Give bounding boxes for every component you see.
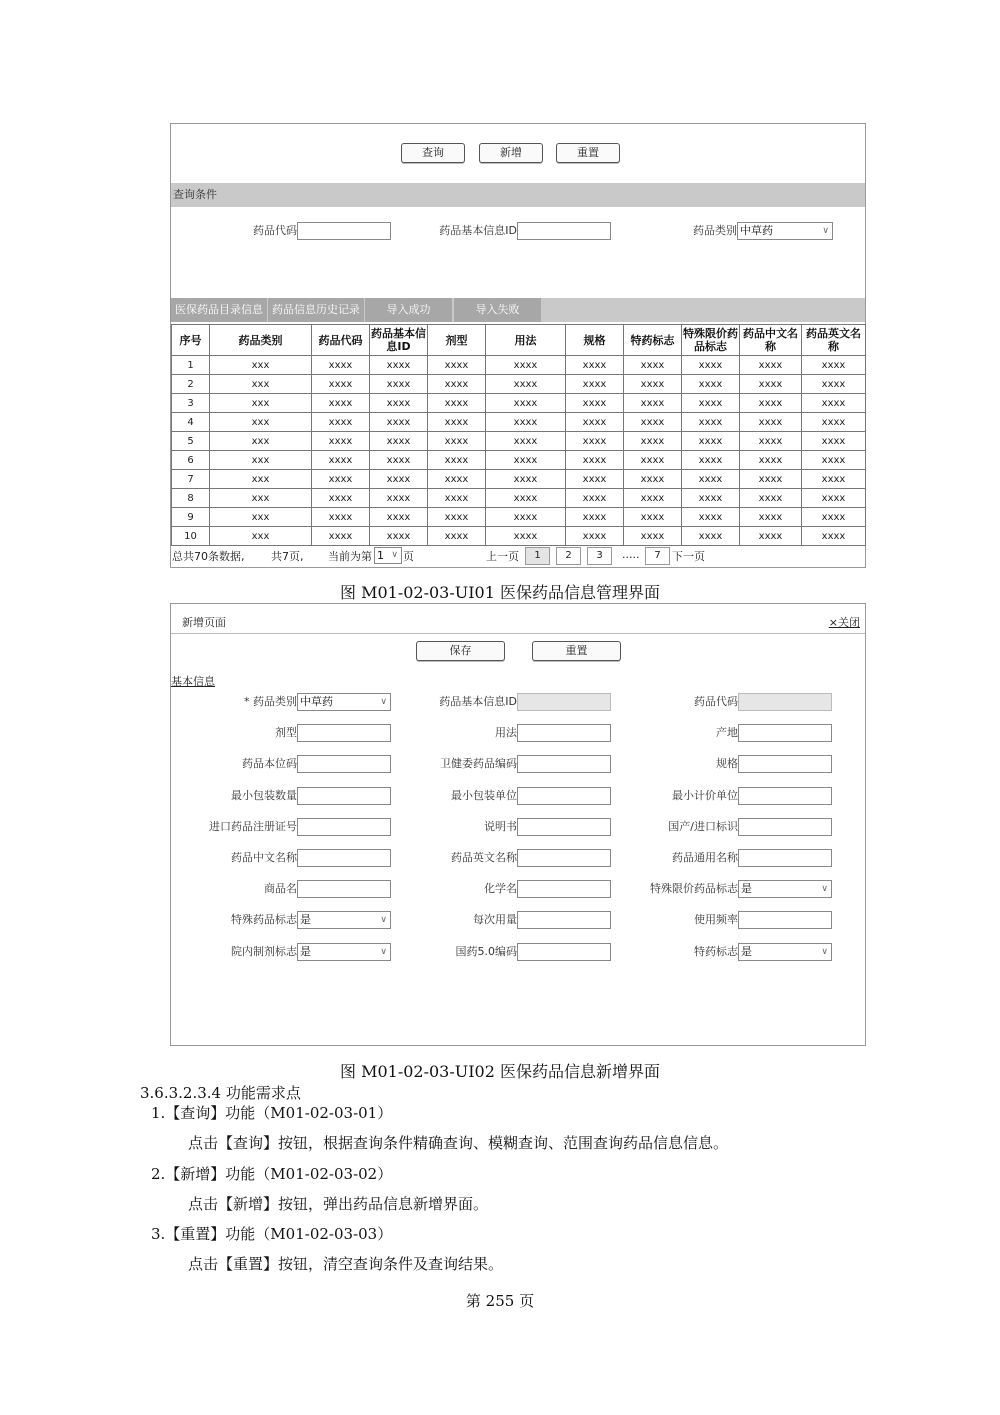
table-cell: xxxx — [682, 356, 740, 375]
table-cell: xxxx — [624, 375, 682, 394]
table-cell: xxxx — [428, 413, 486, 432]
table-cell: xxxx — [740, 470, 802, 489]
table-cell: xxxx — [566, 375, 624, 394]
table-row[interactable] — [172, 470, 866, 489]
field-select-value: 是 — [741, 945, 752, 958]
basic-info-section: 基本信息 — [171, 675, 215, 688]
col-header: 药品中文名称 — [740, 325, 802, 356]
table-cell: xxxx — [370, 375, 428, 394]
table-row[interactable] — [172, 508, 866, 527]
table-cell: xxxx — [566, 470, 624, 489]
field-input[interactable] — [738, 787, 832, 805]
col-header: 特药标志 — [624, 325, 682, 356]
table-cell: xxxx — [566, 527, 624, 546]
chevron-down-icon: ∨ — [821, 884, 828, 894]
field-input[interactable] — [517, 724, 611, 742]
field-select[interactable] — [297, 693, 391, 711]
table-cell: xxxx — [624, 413, 682, 432]
pager-current-prefix: 当前为第 — [328, 550, 372, 563]
table-cell: xxx — [210, 489, 312, 508]
table-cell: 3 — [172, 394, 210, 413]
table-row[interactable] — [172, 432, 866, 451]
table-cell: xxxx — [624, 432, 682, 451]
table-cell: xxxx — [312, 451, 370, 470]
table-cell: xxxx — [486, 508, 566, 527]
table-cell: xxxx — [428, 451, 486, 470]
dialog-reset-button[interactable]: 重置 — [532, 641, 621, 661]
query-button[interactable]: 查询 — [401, 143, 465, 163]
page-select[interactable] — [374, 547, 402, 564]
item-title-reset: 3.【重置】功能（M01-02-03-03） — [151, 1225, 393, 1243]
table-cell: xxxx — [802, 356, 866, 375]
table-cell: xxxx — [370, 394, 428, 413]
table-cell: xxxx — [624, 470, 682, 489]
field-label: 药品通用名称 — [672, 851, 738, 864]
save-button[interactable]: 保存 — [416, 641, 505, 661]
table-cell: xxxx — [566, 508, 624, 527]
field-label: 院内制剂标志 — [231, 945, 297, 958]
table-cell: xxxx — [802, 451, 866, 470]
table-cell: xxxx — [486, 451, 566, 470]
close-link[interactable]: ×关闭 — [828, 616, 860, 629]
field-label: 说明书 — [484, 820, 517, 833]
query-panel — [170, 123, 866, 568]
table-cell: xxx — [210, 432, 312, 451]
table-cell: xxxx — [428, 432, 486, 451]
field-input[interactable] — [517, 880, 611, 898]
field-label: 商品名 — [264, 882, 297, 895]
item-desc-reset: 点击【重置】按钮，清空查询条件及查询结果。 — [188, 1255, 504, 1273]
table-cell: xxxx — [312, 413, 370, 432]
table-cell: xxxx — [312, 375, 370, 394]
field-label: 药品基本信息ID — [439, 695, 517, 708]
col-header: 用法 — [486, 325, 566, 356]
col-header: 药品类别 — [210, 325, 312, 356]
table-cell: xxxx — [486, 432, 566, 451]
field-label: 国药5.0编码 — [455, 945, 517, 958]
next-page-link[interactable]: 下一页 — [672, 550, 705, 563]
table-cell: xxxx — [428, 527, 486, 546]
field-input-disabled — [738, 693, 832, 711]
drug-category-label: 药品类别 — [693, 224, 737, 237]
item-title-query: 1.【查询】功能（M01-02-03-01） — [151, 1104, 393, 1122]
field-input[interactable] — [517, 849, 611, 867]
table-cell: 7 — [172, 470, 210, 489]
table-cell: xxxx — [802, 394, 866, 413]
field-select[interactable] — [738, 880, 832, 898]
table-cell: xxx — [210, 413, 312, 432]
field-input-disabled — [517, 693, 611, 711]
pager — [171, 546, 865, 566]
table-cell: xxxx — [486, 356, 566, 375]
table-cell: 2 — [172, 375, 210, 394]
table-cell: xxx — [210, 356, 312, 375]
table-cell: xxxx — [370, 356, 428, 375]
add-dialog — [170, 603, 866, 1046]
table-cell: xxxx — [624, 489, 682, 508]
add-button[interactable]: 新增 — [479, 143, 543, 163]
table-cell: 1 — [172, 356, 210, 375]
field-label: 最小包装单位 — [451, 789, 517, 802]
col-header: 规格 — [566, 325, 624, 356]
table-cell: xxxx — [624, 356, 682, 375]
table-cell: xxxx — [486, 489, 566, 508]
table-cell: xxxx — [624, 451, 682, 470]
table-cell: xxxx — [370, 508, 428, 527]
table-cell: xxxx — [682, 470, 740, 489]
field-label: 特药标志 — [694, 945, 738, 958]
field-label: 药品英文名称 — [451, 851, 517, 864]
table-cell: xxxx — [370, 451, 428, 470]
drug-base-id-label: 药品基本信息ID — [439, 224, 517, 237]
chevron-down-icon: ∨ — [380, 947, 387, 957]
item-desc-add: 点击【新增】按钮，弹出药品信息新增界面。 — [188, 1195, 489, 1213]
field-label: * 药品类别 — [244, 695, 297, 708]
table-cell: xxxx — [682, 394, 740, 413]
table-cell: xxxx — [370, 489, 428, 508]
table-cell: 5 — [172, 432, 210, 451]
table-cell: xxxx — [802, 470, 866, 489]
table-cell: xxxx — [312, 470, 370, 489]
table-cell: xxxx — [682, 451, 740, 470]
table-cell: xxx — [210, 375, 312, 394]
table-row[interactable] — [172, 394, 866, 413]
table-cell: xxxx — [740, 356, 802, 375]
col-header: 药品英文名称 — [802, 325, 866, 356]
table-cell: xxxx — [312, 527, 370, 546]
table-cell: xxxx — [370, 432, 428, 451]
prev-page-link[interactable]: 上一页 — [486, 550, 519, 563]
col-header: 剂型 — [428, 325, 486, 356]
table-cell: xxxx — [312, 489, 370, 508]
field-label: 药品代码 — [694, 695, 738, 708]
tab-import-failed[interactable]: 导入失败 — [454, 298, 541, 322]
field-input[interactable] — [738, 755, 832, 773]
table-cell: xxxx — [740, 508, 802, 527]
pager-ellipsis: ..... — [622, 548, 640, 561]
page-1-button[interactable]: 1 — [525, 547, 550, 565]
table-cell: xxxx — [682, 432, 740, 451]
table-cell: xxxx — [428, 394, 486, 413]
field-input[interactable] — [517, 755, 611, 773]
field-input[interactable] — [517, 818, 611, 836]
section-heading: 3.6.3.2.3.4 功能需求点 — [140, 1084, 301, 1102]
table-row[interactable] — [172, 413, 866, 432]
field-label: 规格 — [716, 757, 738, 770]
drug-category-value: 中草药 — [740, 224, 773, 237]
col-header: 序号 — [172, 325, 210, 356]
table-cell: xxxx — [740, 489, 802, 508]
pager-total: 总共70条数据, — [172, 550, 245, 563]
drug-code-label: 药品代码 — [253, 224, 297, 237]
field-label: 最小包装数量 — [231, 789, 297, 802]
field-select[interactable] — [297, 943, 391, 961]
query-conditions-bar: 查询条件 — [171, 183, 865, 207]
table-row[interactable] — [172, 489, 866, 508]
reset-button[interactable]: 重置 — [556, 143, 620, 163]
page-select-value: 1 — [377, 549, 384, 562]
table-cell: xxxx — [624, 508, 682, 527]
table-cell: xxxx — [370, 470, 428, 489]
field-label: 特殊药品标志 — [231, 913, 297, 926]
field-label: 进口药品注册证号 — [209, 820, 297, 833]
table-cell: xxx — [210, 470, 312, 489]
item-title-add: 2.【新增】功能（M01-02-03-02） — [151, 1165, 393, 1183]
field-input[interactable] — [297, 724, 391, 742]
field-input[interactable] — [297, 755, 391, 773]
pager-current-suffix: 页 — [403, 550, 414, 563]
figure-caption-ui01: 图 M01-02-03-UI01 医保药品信息管理界面 — [339, 583, 661, 602]
field-label: 特殊限价药品标志 — [650, 882, 738, 895]
drug-table — [171, 324, 866, 546]
table-cell: xxxx — [682, 413, 740, 432]
field-input[interactable] — [517, 787, 611, 805]
table-cell: xxxx — [802, 375, 866, 394]
table-cell: xxxx — [566, 432, 624, 451]
table-cell: xxxx — [802, 527, 866, 546]
field-input[interactable] — [738, 818, 832, 836]
field-input[interactable] — [738, 724, 832, 742]
table-cell: xxxx — [566, 451, 624, 470]
field-select-value: 是 — [300, 913, 311, 926]
field-label: 产地 — [716, 726, 738, 739]
field-input[interactable] — [517, 911, 611, 929]
field-label: 药品中文名称 — [231, 851, 297, 864]
table-row[interactable] — [172, 451, 866, 470]
item-desc-query: 点击【查询】按钮，根据查询条件精确查询、模糊查询、范围查询药品信息信息。 — [188, 1134, 729, 1152]
table-cell: xxxx — [428, 470, 486, 489]
table-cell: xxxx — [740, 451, 802, 470]
pager-pages: 共7页, — [271, 550, 304, 563]
field-label: 每次用量 — [473, 913, 517, 926]
chevron-down-icon: ∨ — [821, 947, 828, 957]
table-cell: xxxx — [740, 413, 802, 432]
field-input[interactable] — [297, 849, 391, 867]
field-select[interactable] — [297, 911, 391, 929]
table-cell: xxxx — [682, 508, 740, 527]
table-cell: xxxx — [428, 356, 486, 375]
table-cell: xxxx — [566, 413, 624, 432]
table-cell: xxxx — [370, 413, 428, 432]
table-cell: xxxx — [428, 508, 486, 527]
table-cell: xxx — [210, 508, 312, 527]
field-label: 剂型 — [275, 726, 297, 739]
table-cell: xxxx — [740, 394, 802, 413]
table-cell: xxxx — [312, 508, 370, 527]
tab-import-success[interactable]: 导入成功 — [365, 298, 452, 322]
chevron-down-icon: ∨ — [391, 550, 398, 560]
chevron-down-icon: ∨ — [822, 226, 829, 236]
table-cell: xxxx — [566, 489, 624, 508]
table-row[interactable] — [172, 375, 866, 394]
field-input[interactable] — [738, 849, 832, 867]
table-row[interactable] — [172, 527, 866, 546]
table-cell: 4 — [172, 413, 210, 432]
table-cell: xxxx — [312, 432, 370, 451]
field-label: 用法 — [495, 726, 517, 739]
table-header-row — [172, 325, 866, 356]
drug-category-select[interactable] — [737, 222, 833, 240]
table-cell: xxxx — [802, 489, 866, 508]
table-cell: 8 — [172, 489, 210, 508]
table-cell: xxxx — [566, 394, 624, 413]
table-cell: xxxx — [312, 394, 370, 413]
chevron-down-icon: ∨ — [380, 697, 387, 707]
page-7-button[interactable]: 7 — [645, 547, 670, 565]
table-cell: xxxx — [624, 527, 682, 546]
table-cell: xxx — [210, 527, 312, 546]
table-cell: xxxx — [740, 527, 802, 546]
col-header: 药品基本信息ID — [370, 325, 428, 356]
table-cell: xxxx — [370, 527, 428, 546]
table-cell: xxxx — [486, 470, 566, 489]
figure-caption-ui02: 图 M01-02-03-UI02 医保药品信息新增界面 — [339, 1062, 661, 1081]
page-footer: 第 255 页 — [465, 1292, 535, 1310]
table-cell: xxxx — [682, 375, 740, 394]
table-cell: 6 — [172, 451, 210, 470]
field-label: 化学名 — [484, 882, 517, 895]
table-cell: xxxx — [682, 527, 740, 546]
table-cell: xxx — [210, 394, 312, 413]
table-cell: xxxx — [802, 432, 866, 451]
table-cell: xxxx — [740, 432, 802, 451]
page-3-button[interactable]: 3 — [587, 547, 612, 565]
table-cell: xxxx — [486, 375, 566, 394]
table-cell: xxxx — [682, 489, 740, 508]
table-cell: xxx — [210, 451, 312, 470]
table-cell: xxxx — [566, 356, 624, 375]
table-cell: xxxx — [624, 394, 682, 413]
table-cell: xxxx — [486, 394, 566, 413]
tab-catalog-info[interactable]: 医保药品目录信息 — [171, 298, 267, 322]
field-label: 最小计价单位 — [672, 789, 738, 802]
table-row[interactable] — [172, 356, 866, 375]
field-label: 国产/进口标识 — [668, 820, 738, 833]
field-input[interactable] — [517, 943, 611, 961]
tab-history[interactable]: 药品信息历史记录 — [268, 298, 364, 322]
table-cell: xxxx — [312, 356, 370, 375]
table-cell: xxxx — [428, 375, 486, 394]
dialog-title: 新增页面 — [182, 616, 226, 629]
table-cell: 10 — [172, 527, 210, 546]
table-cell: xxxx — [486, 527, 566, 546]
table-cell: 9 — [172, 508, 210, 527]
field-label: 卫健委药品编码 — [440, 757, 517, 770]
table-cell: xxxx — [486, 413, 566, 432]
table-cell: xxxx — [802, 508, 866, 527]
table-cell: xxxx — [802, 413, 866, 432]
page-2-button[interactable]: 2 — [556, 547, 581, 565]
field-input[interactable] — [738, 911, 832, 929]
col-header: 特殊限价药品标志 — [682, 325, 740, 356]
field-label: 使用频率 — [694, 913, 738, 926]
drug-code-input[interactable] — [297, 222, 391, 240]
col-header: 药品代码 — [312, 325, 370, 356]
table-cell: xxxx — [428, 489, 486, 508]
field-select-value: 是 — [741, 882, 752, 895]
tab-bar — [171, 298, 865, 322]
field-select[interactable] — [738, 943, 832, 961]
field-input[interactable] — [297, 880, 391, 898]
field-label: 药品本位码 — [242, 757, 297, 770]
drug-base-id-input[interactable] — [517, 222, 611, 240]
title-divider — [171, 633, 865, 634]
chevron-down-icon: ∨ — [380, 915, 387, 925]
field-input[interactable] — [297, 787, 391, 805]
table-cell: xxxx — [740, 375, 802, 394]
field-input[interactable] — [297, 818, 391, 836]
field-select-value: 中草药 — [300, 695, 333, 708]
field-select-value: 是 — [300, 945, 311, 958]
